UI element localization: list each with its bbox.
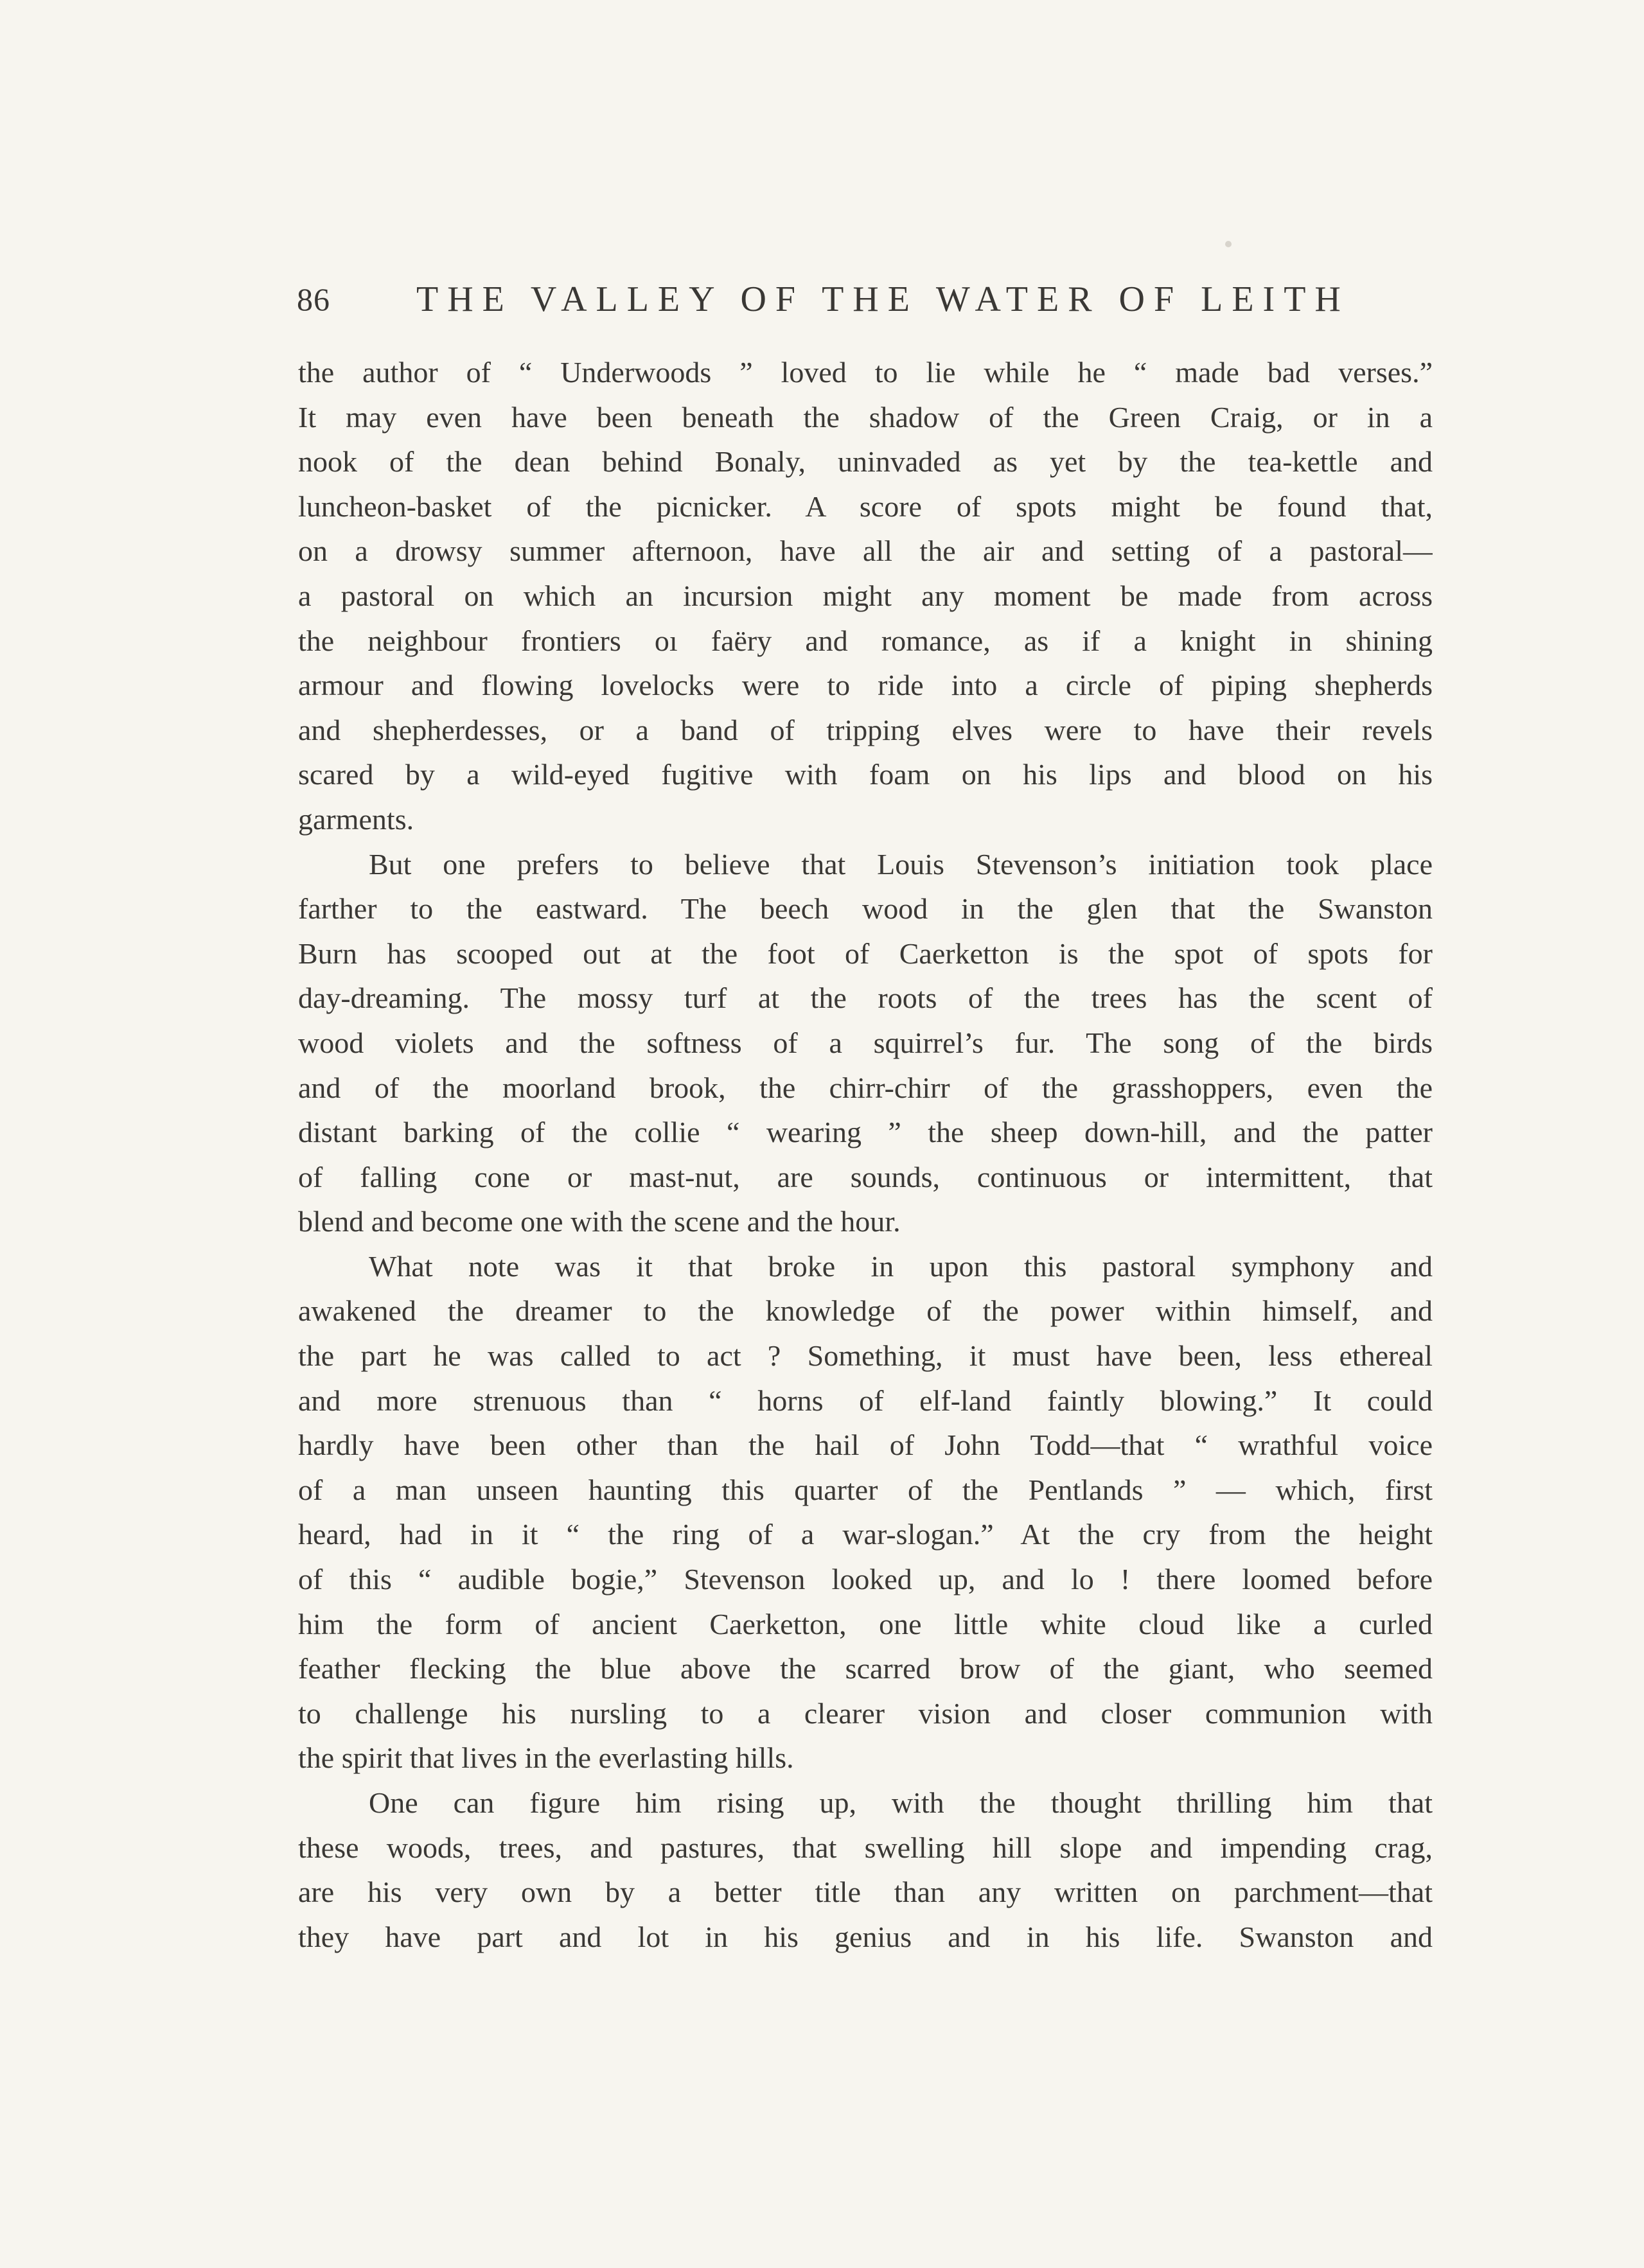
text-line: a pastoral on which an incursion might any moment be made from across bbox=[298, 579, 1433, 612]
paper-speck bbox=[1225, 241, 1232, 247]
text-line: of a man unseen haunting this quarter of the Pentlands ” — which, first bbox=[298, 1473, 1433, 1506]
text-line: scared by a wild-eyed fugitive with foam on his lips and blood on his bbox=[298, 758, 1433, 791]
text-line: day-dreaming. The mossy turf at the roots of the trees has the scent of bbox=[298, 981, 1433, 1015]
text-line: these woods, trees, and pastures, that swelling hill slope and impending crag, bbox=[298, 1831, 1433, 1864]
text-line: the part he was called to act ? Something, it must have been, less ethereal bbox=[298, 1339, 1433, 1373]
text-line: and of the moorland brook, the chirr-chirr of the grasshoppers, even the bbox=[298, 1071, 1433, 1104]
text-line: the author of “ Underwoods ” loved to lie while he “ made bad verses.” bbox=[298, 356, 1433, 389]
text-line: distant barking of the collie “ wearing ” the sheep down-hill, and the patter bbox=[298, 1116, 1433, 1149]
text-line: feather flecking the blue above the scarred brow of the giant, who seemed bbox=[298, 1652, 1433, 1685]
text-line: What note was it that broke in upon this pastoral symphony and bbox=[369, 1249, 1433, 1283]
text-line: wood violets and the softness of a squirrel’s fur. The song of the birds bbox=[298, 1026, 1433, 1059]
text-line: farther to the eastward. The beech wood in the glen that the Swanston bbox=[298, 892, 1433, 926]
text-line: armour and flowing lovelocks were to ride into a circle of piping shepherds bbox=[298, 669, 1433, 702]
page-header bbox=[297, 270, 1427, 328]
text-line: and more strenuous than “ horns of elf-land faintly blowing.” It could bbox=[298, 1384, 1433, 1417]
text-line: to challenge his nursling to a clearer vision and closer communion with bbox=[298, 1696, 1433, 1730]
text-line: the spirit that lives in the everlasting hills. bbox=[298, 1741, 794, 1775]
text-line: of this “ audible bogie,” Stevenson looked up, and lo ! there loomed before bbox=[298, 1563, 1433, 1596]
body-text bbox=[298, 350, 1433, 1959]
text-line: nook of the dean behind Bonaly, uninvaded as yet by the tea-kettle and bbox=[298, 445, 1433, 479]
text-line: But one prefers to believe that Louis Stevenson’s initiation took place bbox=[369, 847, 1433, 881]
text-line: One can figure him rising up, with the thought thrilling him that bbox=[369, 1786, 1433, 1819]
text-line: him the form of ancient Caerketton, one little white cloud like a curled bbox=[298, 1607, 1433, 1640]
running-title: THE VALLEY OF THE WATER OF LEITH bbox=[416, 279, 1350, 319]
text-line: and shepherdesses, or a band of tripping elves were to have their revels bbox=[298, 713, 1433, 746]
text-line: the neighbour frontiers oı faëry and romance, as if a knight in shining bbox=[298, 624, 1433, 657]
text-line: are his very own by a better title than any written on parchment—that bbox=[298, 1876, 1433, 1909]
text-line: hardly have been other than the hail of John Todd—that “ wrathful voice bbox=[298, 1428, 1433, 1462]
page-number: 86 bbox=[297, 281, 330, 317]
text-line: on a drowsy summer afternoon, have all the air and setting of a pastoral— bbox=[298, 534, 1433, 568]
text-line: It may even have been beneath the shadow of the Green Craig, or in a bbox=[298, 400, 1433, 434]
text-line: awakened the dreamer to the knowledge of the power within himself, and bbox=[298, 1294, 1433, 1328]
text-line: garments. bbox=[298, 802, 414, 836]
text-line: luncheon-basket of the picnicker. A score of spots might be found that, bbox=[298, 489, 1433, 523]
text-line: they have part and lot in his genius and in his life. Swanston and bbox=[298, 1920, 1433, 1953]
text-line: of falling cone or mast-nut, are sounds, continuous or intermittent, that bbox=[298, 1160, 1433, 1193]
text-line: heard, had in it “ the ring of a war-slogan.” At the cry from the height bbox=[298, 1518, 1433, 1551]
text-line: Burn has scooped out at the foot of Caerketton is the spot of spots for bbox=[298, 936, 1433, 970]
text-line: blend and become one with the scene and the hour. bbox=[298, 1205, 901, 1238]
